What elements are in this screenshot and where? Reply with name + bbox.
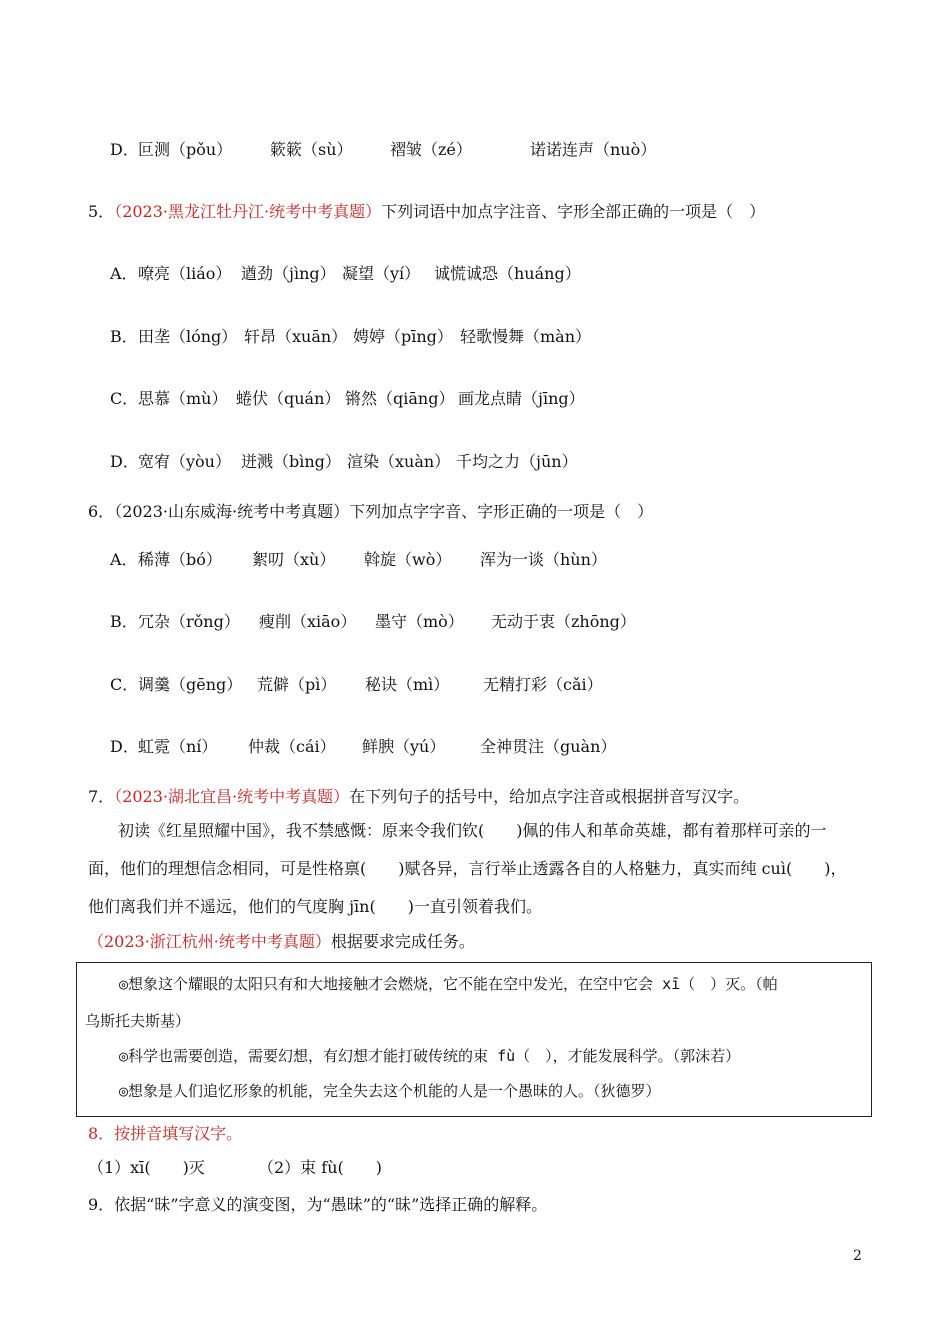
option-label: D．: [110, 452, 139, 471]
option-label: A．: [110, 550, 138, 569]
q8-title: 8．按拼音填写汉字。: [88, 1124, 243, 1143]
question-text: （2023·山东威海·统考中考真题）下列加点字字音、字形正确的一项是（ ）: [114, 502, 654, 521]
option-word-1: 稀薄（bó）: [138, 550, 222, 569]
option-word-2: 絮叨（xù）: [252, 550, 336, 569]
option-word-3: 秘诀（mì）: [365, 675, 450, 694]
option-label: D．: [110, 140, 139, 159]
option-word-1: 冗杂（rǒng）: [138, 612, 240, 631]
question-text: 下列词语中加点字注音、字形全部正确的一项是（ ）: [381, 202, 766, 221]
option-label: B．: [110, 612, 138, 631]
option-label: C．: [110, 675, 139, 694]
q5-stem: [88, 201, 765, 223]
option-word-2: 仲裁（cái）: [248, 737, 336, 756]
option-word-4: 浑为一谈（hùn）: [480, 550, 607, 569]
quote-line-4: ◎想象是人们追忆形象的机能，完全失去这个机能的人是一个愚昧的人。（狄德罗）: [119, 1082, 661, 1100]
option-word-1: 田垄（lóng）: [138, 327, 238, 346]
option-word-2: 轩昂（xuān）: [244, 327, 348, 346]
option-word-2: 迸溅（bìng）: [241, 452, 341, 471]
option-word-4: 诚慌诚恐（huáng）: [434, 264, 581, 283]
option-word-3: 娉婷（pīng）: [353, 327, 453, 346]
q8-item-2: （2）束 fù( ): [258, 1158, 382, 1177]
q7-passage-line-3: 他们离我们并不遥远，他们的气度胸 jīn( )一直引领着我们。: [88, 897, 542, 916]
option-word-4: 全神贯注（guàn）: [480, 737, 617, 756]
question-number: 7．: [88, 787, 115, 806]
question-source: （2023·黑龙江牡丹江·统考中考真题）: [114, 202, 382, 221]
question-source: （2023·浙江杭州·统考中考真题）: [88, 932, 331, 951]
option-word-4: 千均之力（jūn）: [456, 452, 578, 471]
option-label: C．: [110, 389, 139, 408]
quote-line-3: ◎科学也需要创造，需要幻想，有幻想才能打破传统的束 fù（ ），才能发展科学。（郭沫若）: [119, 1047, 741, 1065]
option-word-4: 诺诺连声（nuò）: [530, 140, 657, 159]
q8-intro: [88, 931, 475, 953]
quote-line-2: 乌斯托夫斯基）: [85, 1012, 191, 1030]
option-label: D．: [110, 737, 139, 756]
option-word-3: 凝望（yí）: [342, 264, 421, 283]
q7-stem: [88, 786, 749, 808]
option-word-3: 锵然（qiāng）: [345, 389, 455, 408]
option-word-3: 渲染（xuàn）: [347, 452, 451, 471]
option-word-2: 簌簌（sù）: [270, 140, 353, 159]
q9-text: 9．依据“昧”字意义的演变图，为“愚昧”的“昧”选择正确的解释。: [88, 1195, 548, 1214]
option-word-2: 荒僻（pì）: [257, 675, 337, 694]
option-word-1: 嘹亮（liáo）: [138, 264, 232, 283]
option-word-1: 宽宥（yòu）: [138, 452, 231, 471]
option-word-1: 调羹（gēng）: [138, 675, 243, 694]
question-number: 6．: [88, 502, 115, 521]
option-word-4: 轻歌慢舞（màn）: [460, 327, 592, 346]
option-word-4: 无精打彩（cǎi）: [483, 675, 603, 694]
option-word-2: 遒劲（jìng）: [241, 264, 336, 283]
option-word-3: 褶皱（zé）: [390, 140, 472, 159]
option-word-4: 画龙点睛（jīng）: [458, 389, 585, 408]
question-text: 在下列句子的括号中，给加点字注音或根据拼音写汉字。: [349, 787, 750, 806]
option-label: A．: [110, 264, 138, 283]
option-word-2: 蜷伏（quán）: [236, 389, 341, 408]
question-text: 根据要求完成任务。: [330, 932, 475, 951]
option-word-1: 思慕（mù）: [138, 389, 228, 408]
option-word-2: 瘦削（xiāo）: [259, 612, 357, 631]
quote-line-1: ◎想象这个耀眼的太阳只有和大地接触才会燃烧，它不能在空中发光，在空中它会 xī（ ）灭。（帕: [119, 975, 778, 993]
option-word-3: 鲜腴（yú）: [362, 737, 446, 756]
q8-item-1: （1）xī( )灭: [88, 1158, 205, 1177]
option-label: B．: [110, 327, 138, 346]
option-word-4: 无动于衷（zhōng）: [491, 612, 636, 631]
option-word-1: 虹霓（ní）: [138, 737, 218, 756]
page-number: 2: [853, 1248, 862, 1264]
q6-stem: [88, 501, 653, 523]
question-number: 5．: [88, 202, 115, 221]
option-word-1: 叵测（pǒu）: [138, 140, 233, 159]
q7-passage-line-1: 初读《红星照耀中国》，我不禁感慨：原来令我们钦( )佩的伟人和革命英雄，都有着那样可亲的一: [118, 821, 827, 840]
option-word-3: 墨守（mò）: [375, 612, 464, 631]
question-source: （2023·湖北宜昌·统考中考真题）: [114, 787, 350, 806]
option-word-3: 斡旋（wò）: [364, 550, 452, 569]
q7-passage-line-2: 面，他们的理想信念相同，可是性格禀( )赋各异，言行举止透露各自的人格魅力，真实而纯 cuì( )，: [88, 859, 847, 878]
quote-box: [76, 962, 872, 1117]
